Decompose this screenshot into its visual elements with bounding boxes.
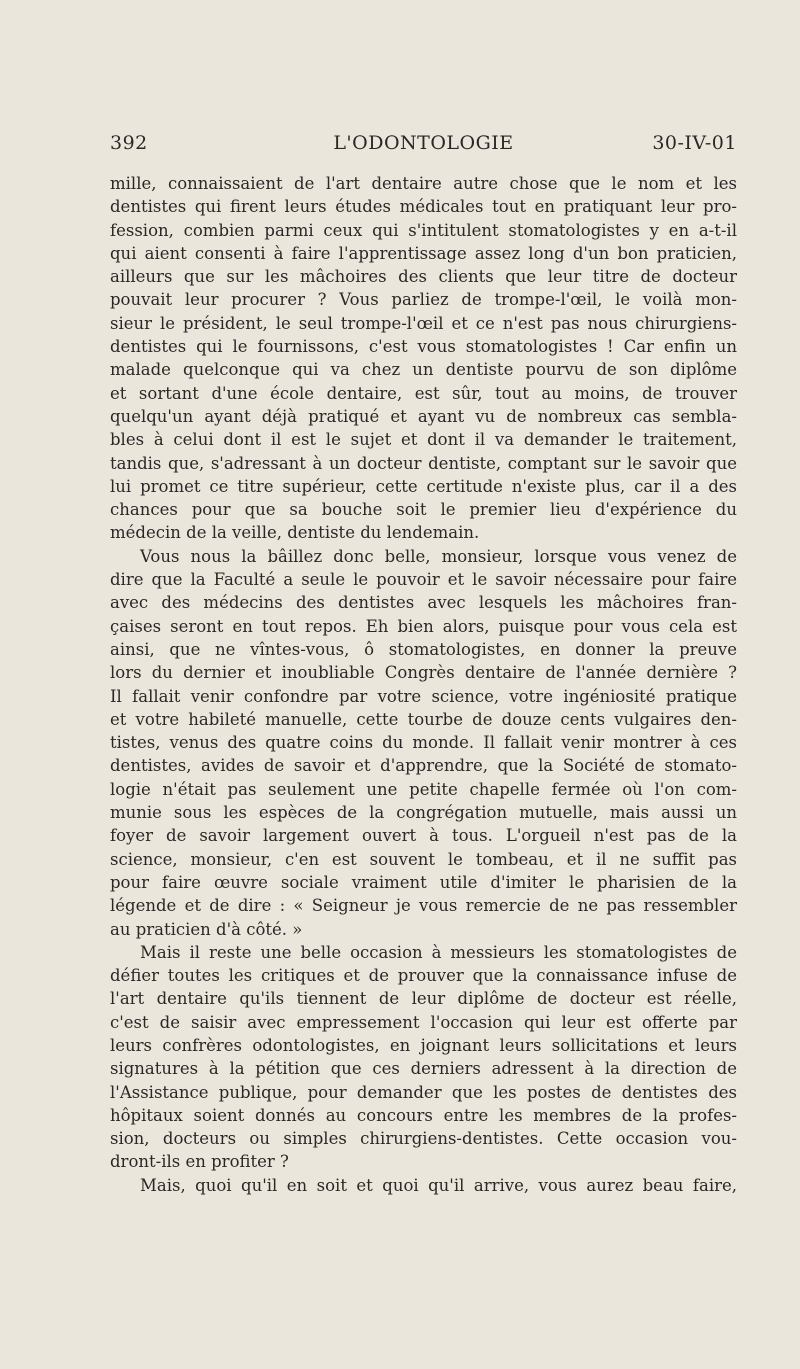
text-line: mille, connaissaient de l'art dentaire autre chose que le nom et les: [110, 174, 737, 193]
text-line: tistes, venus des quatre coins du monde. Il fallait venir montrer à ces: [110, 733, 737, 753]
paragraph: [110, 1174, 737, 1197]
text-line: avec des médecins des dentistes avec lesquels les mâchoires fran-: [110, 593, 737, 613]
text-line: l'Assistance publique, pour demander que les postes de dentistes des: [110, 1082, 737, 1102]
text-line: lors du dernier et inoubliable Congrès dentaire de l'année dernière ?: [110, 663, 737, 683]
text-line: dentistes qui le fournissons, c'est vous stomatologistes ! Car enfin un: [110, 337, 737, 357]
paragraph: [110, 941, 737, 1174]
text-line: fession, combien parmi ceux qui s'intitulent stomatologistes y en a-t-il: [110, 220, 737, 240]
text-line: légende et de dire : « Seigneur je vous remercie de ne pas ressembler: [110, 896, 737, 916]
paragraph: [110, 172, 737, 545]
text-line: et sortant d'une école dentaire, est sûr, tout au moins, de trouver: [110, 383, 737, 403]
text-line: sieur le président, le seul trompe-l'œil et ce n'est pas nous chirurgiens-: [110, 313, 737, 333]
text-line: et votre habileté manuelle, cette tourbe de douze cents vulgaires den-: [110, 709, 737, 729]
text-line: çaises seront en tout repos. Eh bien alors, puisque pour vous cela est: [110, 616, 737, 636]
text-line: ainsi, que ne vîntes-vous, ô stomatologistes, en donner la preuve: [110, 639, 737, 659]
text-line: logie n'était pas seulement une petite chapelle fermée où l'on com-: [110, 779, 737, 799]
text-line: munie sous les espèces de la congrégation mutuelle, mais aussi un: [110, 803, 737, 823]
text-line: dentistes qui firent leurs études médicales tout en pratiquant leur pro-: [110, 197, 737, 217]
text-line: défier toutes les critiques et de prouver que la connaissance infuse de: [110, 966, 737, 986]
text-line: l'art dentaire qu'ils tiennent de leur diplôme de docteur est réelle,: [110, 989, 737, 1009]
running-header: [110, 132, 737, 162]
text-line: Il fallait venir confondre par votre science, votre ingéniosité pratique: [110, 686, 737, 706]
text-line: tandis que, s'adressant à un docteur dentiste, comptant sur le savoir que: [110, 453, 737, 473]
text-line: dront-ils en profiter ?: [110, 1152, 289, 1172]
paragraph: [110, 545, 737, 941]
text-line: chances pour que sa bouche soit le premier lieu d'expérience du: [110, 500, 737, 520]
text-line: médecin de la veille, dentiste du lendemain.: [110, 523, 480, 543]
text-line: pouvait leur procurer ? Vous parliez de trompe-l'œil, le voilà mon-: [110, 290, 737, 310]
text-line: Vous nous la bâillez donc belle, monsieur, lorsque vous venez de: [140, 546, 737, 566]
text-line: bles à celui dont il est le sujet et dont il va demander le traitement,: [110, 430, 737, 450]
text-line: sion, docteurs ou simples chirurgiens-dentistes. Cette occasion vou-: [110, 1129, 737, 1149]
text-line: c'est de saisir avec empressement l'occasion qui leur est offerte par: [110, 1012, 737, 1032]
issue-date: 30-IV-01: [652, 132, 737, 154]
text-line: science, monsieur, c'en est souvent le tombeau, et il ne suffit pas: [110, 849, 737, 869]
text-line: dire que la Faculté a seule le pouvoir et le savoir nécessaire pour faire: [110, 570, 737, 590]
text-line: dentistes, avides de savoir et d'apprendre, que la Société de stomato-: [110, 756, 737, 776]
text-line: qui aient consenti à faire l'apprentissage assez long d'un bon praticien,: [110, 243, 737, 263]
text-line: lui promet ce titre supérieur, cette certitude n'existe plus, car il a des: [110, 476, 737, 496]
text-line: malade quelconque qui va chez un dentiste pourvu de son diplôme: [110, 360, 737, 380]
text-line: leurs confrères odontologistes, en joignant leurs sollicitations et leurs: [110, 1035, 737, 1055]
text-line: hôpitaux soient donnés au concours entre les membres de la profes-: [110, 1105, 737, 1125]
text-line: Mais, quoi qu'il en soit et quoi qu'il arrive, vous aurez beau faire,: [140, 1175, 737, 1195]
text-line: Mais il reste une belle occasion à messieurs les stomatologistes de: [140, 942, 737, 962]
page-number: 392: [110, 132, 148, 154]
running-title: L'ODONTOLOGIE: [333, 132, 514, 154]
text-line: pour faire œuvre sociale vraiment utile d'imiter le pharisien de la: [110, 872, 737, 892]
text-line: ailleurs que sur les mâchoires des clients que leur titre de docteur: [110, 267, 737, 287]
text-line: foyer de savoir largement ouvert à tous. L'orgueil n'est pas de la: [110, 826, 737, 846]
text-line: signatures à la pétition que ces derniers adressent à la direction de: [110, 1059, 737, 1079]
text-line: quelqu'un ayant déjà pratiqué et ayant vu de nombreux cas sembla-: [110, 406, 737, 426]
text-line: au praticien d'à côté. »: [110, 919, 303, 939]
article-body: [110, 172, 737, 1197]
